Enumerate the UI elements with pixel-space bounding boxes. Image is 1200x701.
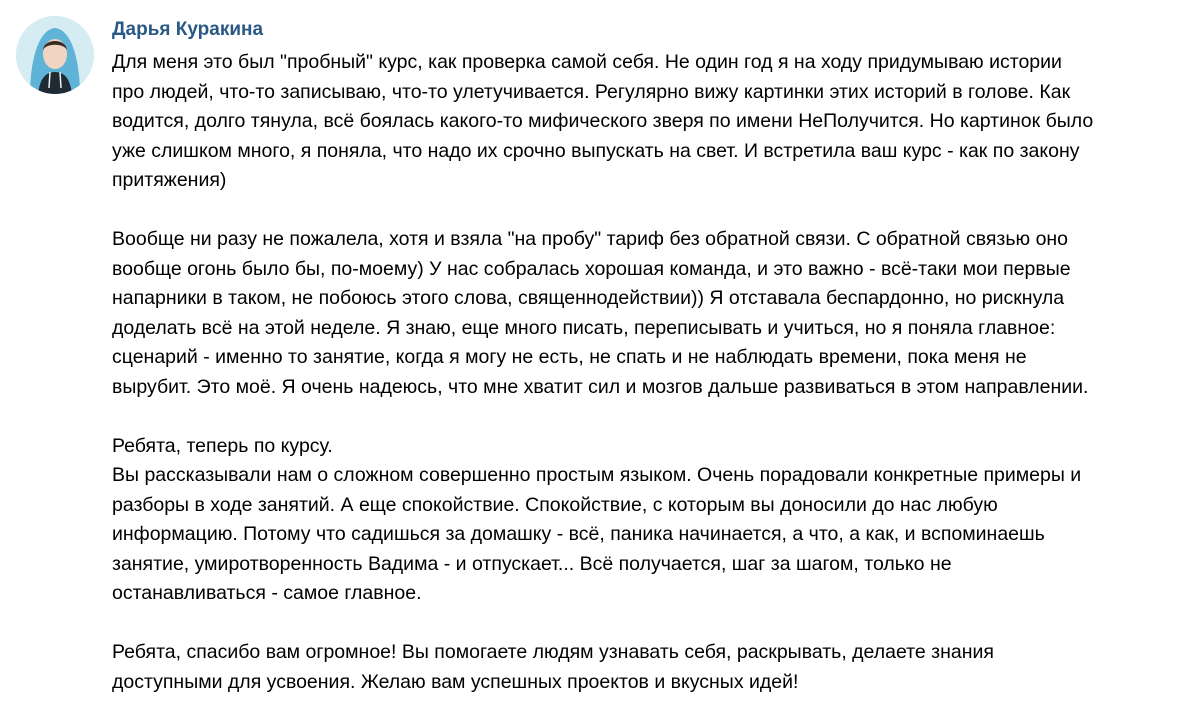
author-name-link[interactable]: Дарья Куракина — [112, 19, 264, 40]
avatar[interactable] — [16, 16, 94, 94]
text-line: доделать всё на этой неделе. Я знаю, еще много писать, переписывать и учиться, но я поняла главное: — [112, 316, 1056, 339]
text-line: занятие, умиротворенность Вадима - и отпускает... Всё получается, шаг за шагом, только не — [112, 552, 952, 575]
text-line: Ребята, теперь по курсу. — [112, 434, 333, 457]
text-line: вообще огонь было бы, по-моему) У нас собралась хорошая команда, и это важно - всё-таки мои первые — [112, 257, 1071, 280]
text-line: напарники в таком, не побоюсь этого слова, священнодействии)) Я отставала беспардонно, но рискнула — [112, 287, 1065, 309]
paragraph-gap — [112, 402, 1192, 432]
comment-text — [112, 48, 1192, 697]
text-line: про людей, что-то записываю, что-то улетучивается. Регулярно вижу картинки этих историй в голове. Как — [112, 80, 1071, 103]
text-line: вырубит. Это моё. Я очень надеюсь, что мне хватит сил и мозгов дальше развиваться в этом направлении. — [112, 375, 1089, 398]
text-line: информацию. Потому что садишься за домашку - всё, паника начинается, а что, а как, и вспоминаешь — [112, 523, 1045, 545]
text-line: разборы в ходе занятий. А еще спокойствие. Спокойствие, с которым вы доносили до нас любую — [112, 493, 998, 516]
text-line: доступными для усвоения. Желаю вам успешных проектов и вкусных идей! — [112, 670, 799, 693]
text-line: уже слишком много, я поняла, что надо их срочно выпускать на свет. И встретила ваш курс - как по закону — [112, 139, 1080, 162]
text-line: водится, долго тянула, всё боялась какого-то мифического зверя по имени НеПолучится. Но картинок было — [112, 110, 1094, 132]
text-line: притяжения) — [112, 169, 227, 191]
text-line: Для меня это был "пробный" курс, как проверка самой себя. Не один год я на ходу придумываю истории — [112, 51, 1062, 73]
paragraph-gap — [112, 609, 1192, 639]
text-line: Вообще ни разу не пожалела, хотя и взяла "на пробу" тариф без обратной связи. С обратной связью оно — [112, 228, 1069, 250]
text-line: останавливаться - самое главное. — [112, 582, 422, 604]
profile-photo-icon — [16, 16, 94, 94]
text-line: Ребята, спасибо вам огромное! Вы помогаете людям узнавать себя, раскрывать, делаете знания — [112, 641, 994, 663]
text-line: Вы рассказывали нам о сложном совершенно простым языком. Очень порадовали конкретные примеры и — [112, 464, 1082, 486]
text-line: сценарий - именно то занятие, когда я могу не есть, не спать и не наблюдать времени, пока меня не — [112, 346, 1027, 368]
paragraph-gap — [112, 196, 1192, 226]
